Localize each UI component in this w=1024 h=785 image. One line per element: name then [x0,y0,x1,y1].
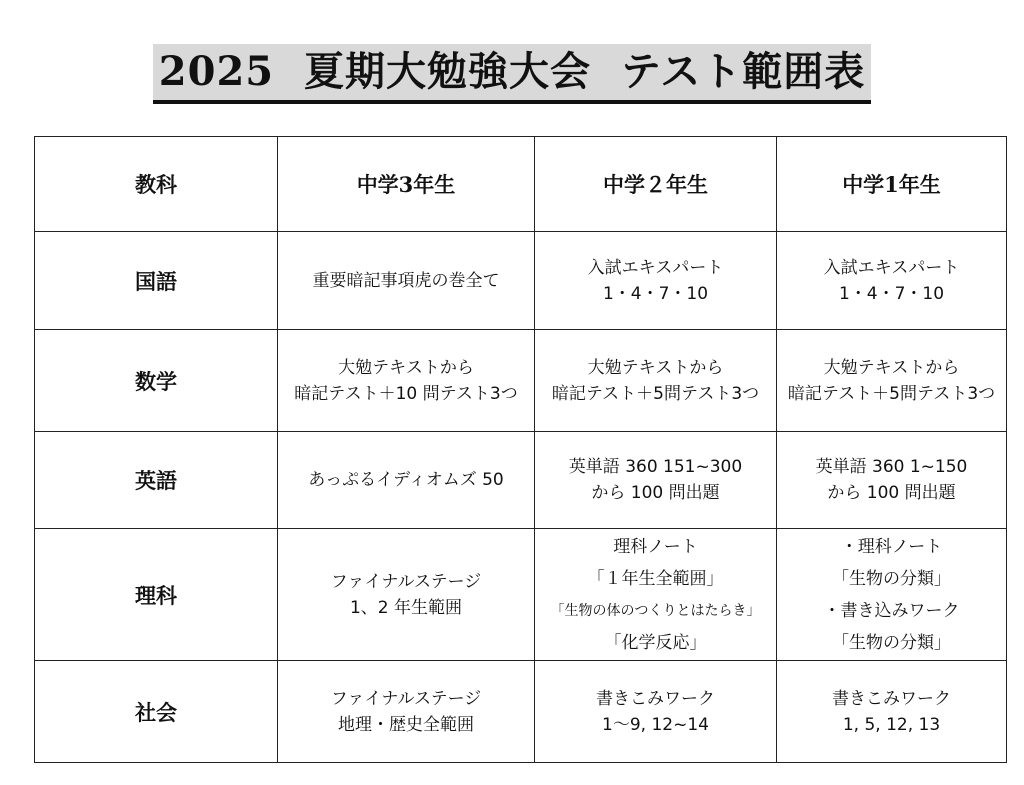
subject-cell: 理科 [35,529,278,661]
cell-line: から 100 問出題 [591,483,720,503]
cell-line: あっぷるイディオムズ 50 [308,470,504,490]
cell-line: 暗記テスト＋10 問テスト3つ [294,383,518,404]
header-grade-2: 中学２年生 [535,137,777,232]
cell-line: 入試エキスパート [587,257,724,278]
cell-line: 1〜9, 12~14 [602,714,709,735]
subject-cell: 社会 [35,661,278,763]
cell-line: 1, 5, 12, 13 [842,714,941,735]
table-row [35,232,1007,330]
grade-2-cell [535,432,777,529]
cell-line: 入試エキスパート [823,257,960,278]
cell-line: 暗記テスト＋5問テスト3つ [551,383,760,404]
table-row [35,330,1007,432]
title-container [0,44,1024,104]
grade-2-cell [535,661,777,763]
cell-line: から 100 問出題 [827,483,956,503]
grade-3-cell [278,661,535,763]
cell-line: 「化学反応」 [604,632,707,653]
cell-line: ファイナルステージ [330,571,482,592]
header-row [35,137,1007,232]
grade-2-cell [535,232,777,330]
subject-cell: 国語 [35,232,278,330]
page-title: 2025 夏期大勉強大会 テスト範囲表 [153,44,871,104]
grade-1-cell [777,661,1007,763]
cell-line: 英単語 360 151~300 [568,457,743,477]
header-subject: 教科 [35,137,278,232]
cell-line: ファイナルステージ [330,688,482,709]
cell-line: 理科ノート [613,536,698,557]
grade-1-cell [777,232,1007,330]
cell-line: 大勉テキストから [587,357,724,378]
cell-line: 書きこみワーク [596,688,715,709]
table-row [35,529,1007,661]
cell-line: 「１年生全範囲」 [587,568,724,589]
grade-3-cell [278,529,535,661]
grade-1-cell [777,529,1007,661]
cell-line: 「生物の分類」 [832,632,951,653]
grade-1-cell [777,432,1007,529]
header-grade-1: 中学1年生 [777,137,1007,232]
subject-cell: 数学 [35,330,278,432]
cell-line: 重要暗記事項虎の巻全て [312,270,500,291]
cell-line: 「生物の体のつくりとはたらき」 [550,602,761,619]
test-range-table [34,136,1007,763]
cell-line: 暗記テスト＋5問テスト3つ [787,383,996,404]
grade-2-cell [535,330,777,432]
cell-line: 英単語 360 1~150 [815,457,968,477]
subject-cell: 英語 [35,432,278,529]
cell-line: ・理科ノート [840,536,943,557]
cell-line: 大勉テキストから [823,357,960,378]
cell-line: 「生物の分類」 [832,568,951,589]
cell-line: 1・4・7・10 [602,283,709,304]
header-grade-3: 中学3年生 [278,137,535,232]
table-row [35,661,1007,763]
cell-line: ・書き込みワーク [823,600,960,621]
grade-2-cell [535,529,777,661]
grade-3-cell [278,330,535,432]
cell-line: 書きこみワーク [832,688,951,709]
cell-line: 地理・歴史全範囲 [338,714,474,735]
cell-line: 1、2 年生範囲 [349,597,463,618]
table-row [35,432,1007,529]
grade-1-cell [777,330,1007,432]
grade-3-cell [278,232,535,330]
grade-3-cell [278,432,535,529]
cell-line: 大勉テキストから [338,357,474,378]
cell-line: 1・4・7・10 [838,283,945,304]
